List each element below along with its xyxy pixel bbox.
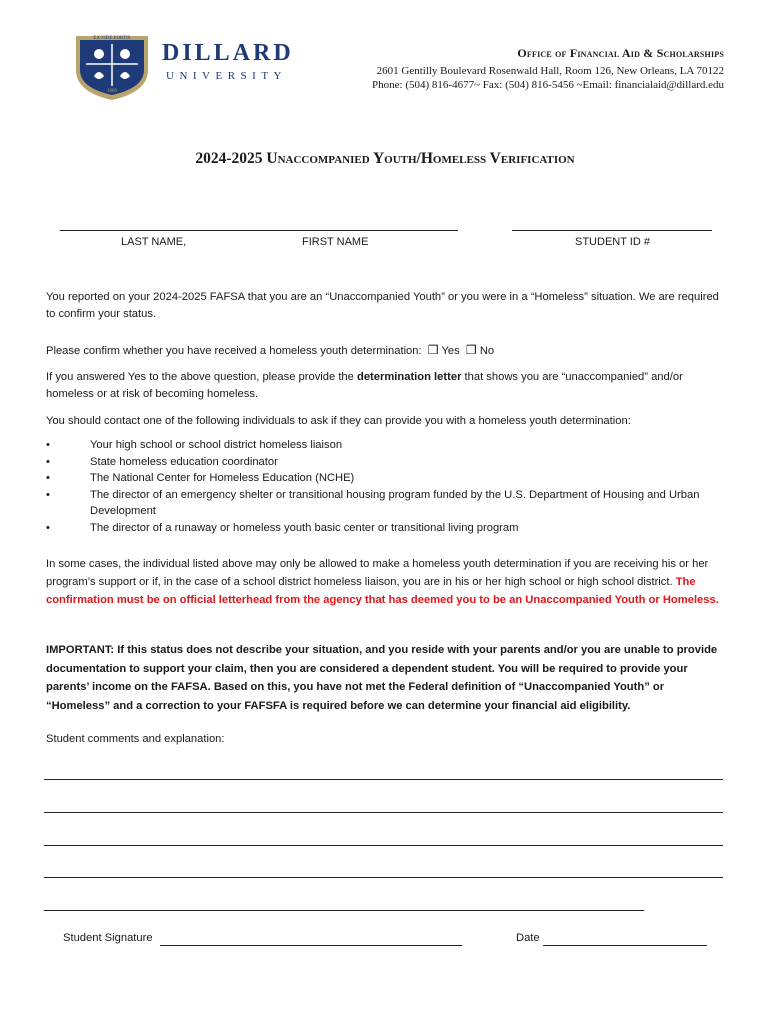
office-contact: Phone: (504) 816-4677~ Fax: (504) 816-5456 ~Email: financialaid@dillard.edu [372, 79, 724, 91]
date-label: Date [516, 932, 540, 944]
page-title: 2024-2025 Unaccompanied Youth/Homeless Verification [195, 150, 575, 167]
comment-line-5[interactable] [44, 910, 644, 911]
date-line[interactable] [543, 945, 707, 946]
first-name-label: FIRST NAME [302, 236, 369, 248]
office-title: Office of Financial Aid & Scholarships [517, 46, 724, 60]
list-item: • The director of an emergency shelter or transitional housing program funded by the U.S. Department of Housing and Urban Development [46, 488, 700, 517]
university-seal-icon [76, 36, 148, 100]
list-item: • Your high school or school district homeless liaison [46, 439, 343, 451]
determination-letter-paragraph: If you answered Yes to the above question, please provide the determination letter that shows you are “unaccompanied” and/or homeless or at risk of becoming homeless. [46, 371, 683, 400]
office-header [304, 46, 724, 91]
last-name-label: LAST NAME, [121, 236, 187, 248]
letterhead-warning: The confirmation must be on official letterhead from the agency that has deemed you to be an Unaccompanied Youth or Homeless. [46, 576, 719, 606]
comments-label: Student comments and explanation: [46, 733, 225, 745]
list-item: • The National Center for Homeless Education (NCHE) [46, 472, 355, 484]
student-id-label: STUDENT ID # [575, 236, 650, 248]
signature-label: Student Signature [63, 932, 153, 944]
intro-paragraph: You reported on your 2024-2025 FAFSA that you are an “Unaccompanied Youth” or you were in a “Homeless” situation. We are required to confirm your status. [46, 291, 719, 320]
list-item: • The director of a runaway or homeless youth basic center or transitional living program [46, 521, 519, 534]
name-line[interactable] [60, 230, 458, 231]
svg-text:1869: 1869 [107, 89, 117, 94]
question-text: Please confirm whether you have received a homeless youth determination: [46, 345, 422, 357]
important-notice: IMPORTANT: If this status does not describe your situation, and you reside with your parents and/or you are unable to provide documentation to support your claim, then you are considered a dependent student. You will be required to provide your parents’ income on the FAFSA. Based on this, you have not met the Federal definition of “Unaccompanied Youth” or “Homeless” and a correction to your FAFSFA is required before we can determine your financial aid eligibility. [46, 644, 718, 712]
no-checkbox[interactable]: ❒ [465, 343, 477, 357]
determination-letter-text: determination letter [356, 371, 462, 383]
determination-question [46, 342, 726, 360]
comment-line-3[interactable] [44, 845, 723, 846]
contact-list [46, 437, 726, 536]
svg-text:EX FIDE FORTIS: EX FIDE FORTIS [93, 36, 131, 41]
yes-label: Yes [441, 345, 460, 357]
no-label: No [479, 345, 495, 357]
logo-subtitle: UNIVERSITY [166, 70, 287, 82]
comment-line-4[interactable] [44, 877, 723, 878]
comment-line-2[interactable] [44, 812, 723, 813]
comment-line-1[interactable] [44, 779, 723, 780]
signature-line[interactable] [160, 945, 462, 946]
letterhead-paragraph: In some cases, the individual listed above may only be allowed to make a homeless youth determination if you are receiving his or her program’s support or if, in the case of a school district homeless liaison, you are in his or her high school or high school district. The confirmation must be on official letterhead from the agency that has deemed you to be an Unaccompanied Youth or Homeless. [46, 558, 719, 606]
office-address: 2601 Gentilly Boulevard Rosenwald Hall, Room 126, New Orleans, LA 70122 [376, 65, 724, 77]
logo-wordmark: DILLARD [162, 40, 294, 66]
yes-checkbox[interactable]: ❒ [427, 343, 439, 357]
contact-paragraph: You should contact one of the following individuals to ask if they can provide you with a homeless youth determination: [46, 415, 631, 427]
list-item: • State homeless education coordinator [46, 455, 278, 468]
student-id-line[interactable] [512, 230, 712, 231]
dillard-university-logo [72, 30, 312, 100]
